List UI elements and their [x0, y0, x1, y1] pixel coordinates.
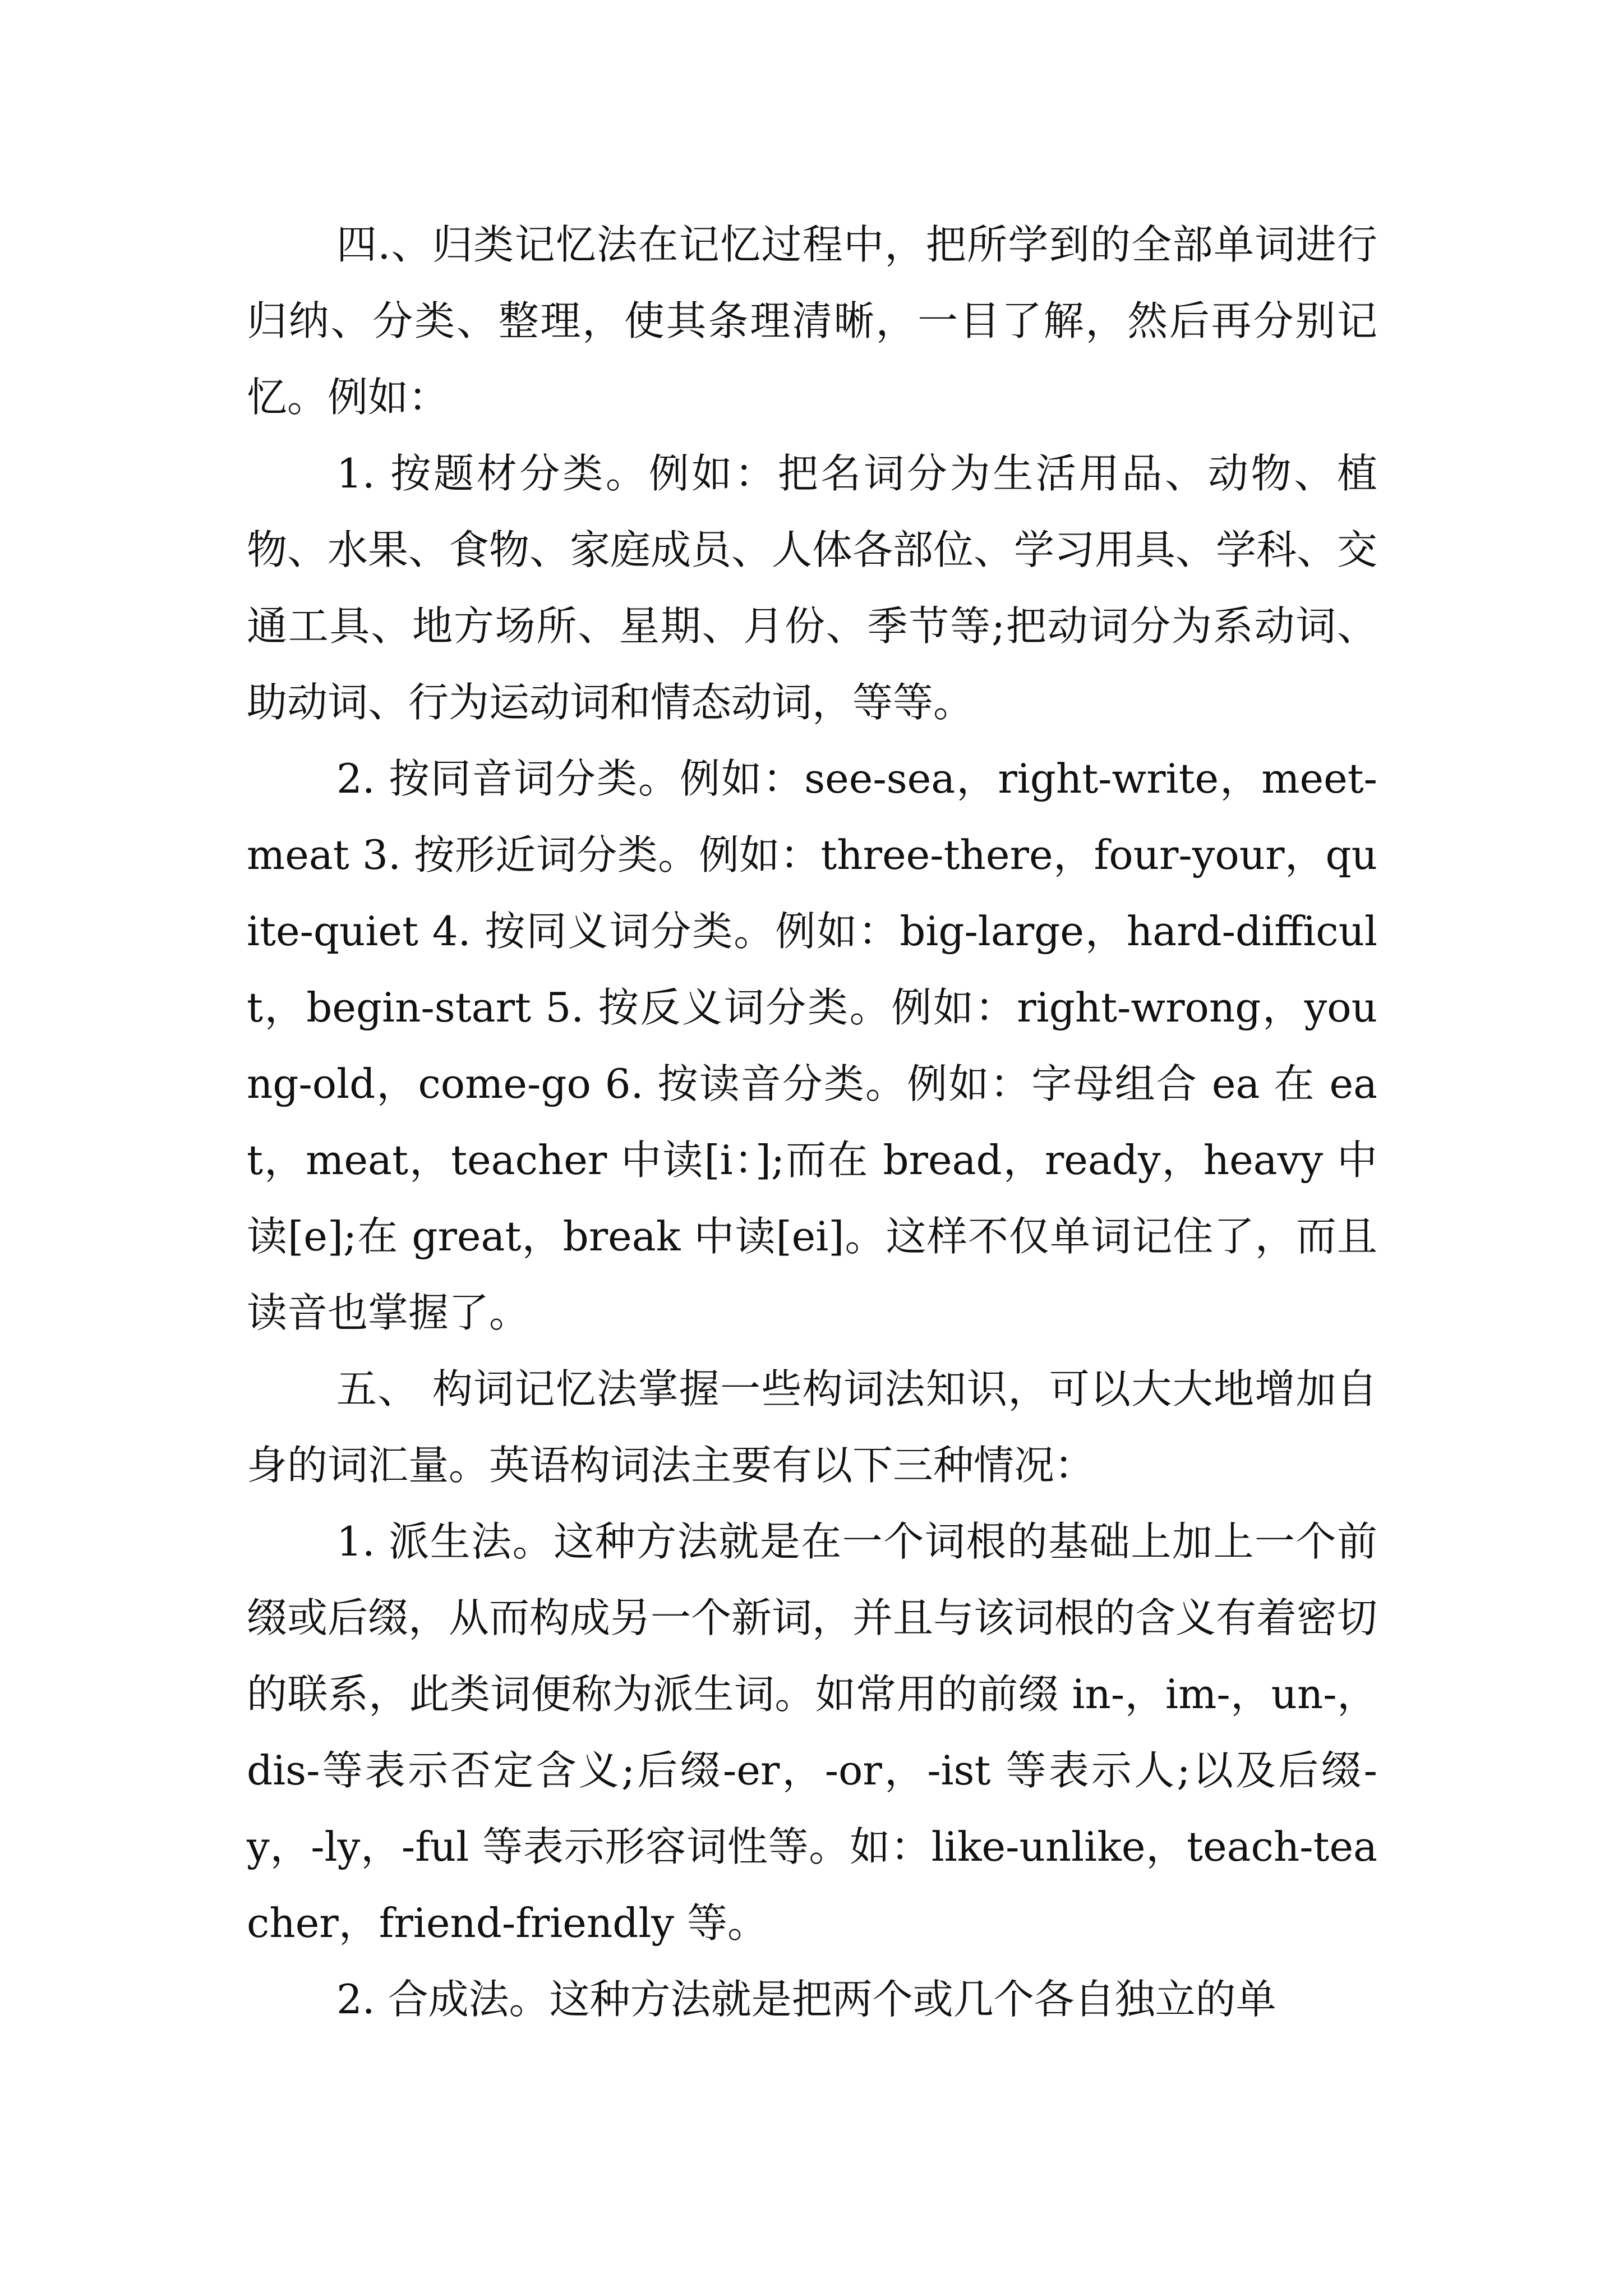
paragraph-word-formation-memory: 五、 构词记忆法掌握一些构词法知识，可以大大地增加自身的词汇量。英语构词法主要有以下三种情况：: [247, 1365, 1377, 1489]
document-body: [247, 206, 1377, 2037]
paragraph-classification-memory: 四.、归类记忆法在记忆过程中，把所学到的全部单词进行归纳、分类、整理，使其条理清晰，一目了解，然后再分别记忆。例如：: [247, 221, 1377, 421]
paragraph-compounding: 2. 合成法。这种方法就是把两个或几个各自独立的单: [336, 1976, 1276, 2023]
paragraph-by-sound-and-form: 2. 按同音词分类。例如：see-sea，right-write，meet-meat 3. 按形近词分类。例如：three-there，four-your，quite-quiet 4. 按同义词分类。例如：big-large，hard-difficult，begin-start 5. 按反义词分类。例如：right-wrong，young-old，come-go 6. 按读音分类。例如：字母组合 ea 在 eat，meat，teacher 中读[i：];而在 bread，ready，heavy 中读[e];在 great，break 中读[ei]。这样不仅单词记住了，而且读音也掌握了。: [247, 755, 1377, 1336]
paragraph-by-topic: 1. 按题材分类。例如：把名词分为生活用品、动物、植物、水果、食物、家庭成员、人体各部位、学习用具、学科、交通工具、地方场所、星期、月份、季节等;把动词分为系动词、助动词、行为运动词和情态动词，等等。: [247, 450, 1378, 726]
paragraph-derivation: 1. 派生法。这种方法就是在一个词根的基础上加上一个前缀或后缀，从而构成另一个新词，并且与该词根的含义有着密切的联系，此类词便称为派生词。如常用的前缀 in-，im-，un-，dis-等表示否定含义;后缀-er，-or，-ist 等表示人;以及后缀-y，-ly，-ful 等表示形容词性等。如：like-unlike，teach-teacher，friend-friendly 等。: [247, 1518, 1378, 1947]
